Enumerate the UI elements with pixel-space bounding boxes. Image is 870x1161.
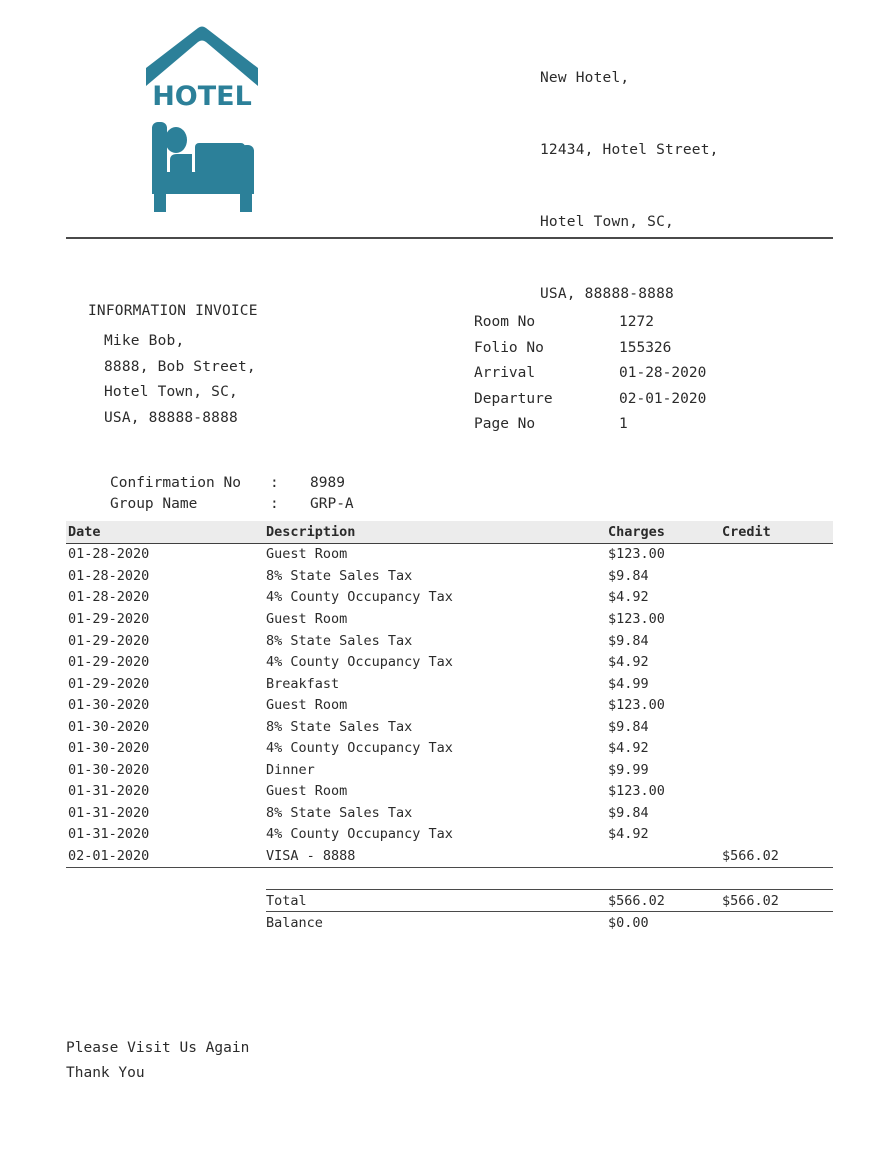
cell-date: 02-01-2020 [68, 847, 150, 864]
column-header-credit: Credit [722, 523, 771, 540]
footer-message [66, 1036, 249, 1086]
summary-charges: $0.00 [608, 915, 649, 932]
table-row [66, 630, 833, 652]
table-row [66, 694, 833, 716]
cell-charges: $4.92 [608, 589, 649, 606]
cell-description: 8% State Sales Tax [266, 718, 413, 735]
reservation-label: Room No [474, 314, 536, 330]
table-row [66, 716, 833, 738]
reservation-row [474, 361, 706, 387]
reservation-details [474, 310, 706, 438]
cell-date: 01-30-2020 [68, 740, 150, 757]
table-row [66, 802, 833, 824]
header-divider [66, 237, 833, 239]
table-row [66, 781, 833, 803]
table-row [66, 759, 833, 781]
table-row [66, 565, 833, 587]
column-header-date: Date [68, 523, 101, 540]
roof-icon [146, 27, 258, 87]
confirmation-label: Group Name [110, 496, 198, 512]
reservation-row [474, 336, 706, 362]
hotel-address-line: 12434, Hotel Street, [540, 142, 719, 158]
guest-address-line: USA, 88888-8888 [104, 409, 238, 426]
cell-description: VISA - 8888 [266, 847, 356, 864]
reservation-value: 155326 [619, 339, 672, 356]
bed-icon [152, 122, 254, 212]
confirmation-row [110, 494, 354, 515]
cell-date: 01-28-2020 [68, 546, 150, 563]
table-row [66, 673, 833, 695]
guest-address-line: Mike Bob, [104, 333, 185, 349]
table-row [66, 608, 833, 630]
cell-charges: $123.00 [608, 697, 665, 714]
table-header-row [66, 521, 833, 544]
cell-charges: $9.99 [608, 761, 649, 778]
confirmation-label: Confirmation No [110, 475, 241, 491]
cell-charges: $4.92 [608, 826, 649, 843]
confirmation-block [110, 473, 354, 515]
cell-description: 4% County Occupancy Tax [266, 740, 453, 757]
reservation-label: Departure [474, 390, 553, 407]
table-row [66, 824, 833, 846]
column-header-charges: Charges [608, 523, 665, 540]
cell-charges: $4.92 [608, 740, 649, 757]
guest-address-line: 8888, Bob Street, [104, 358, 256, 375]
cell-date: 01-28-2020 [68, 589, 150, 606]
reservation-value: 1 [619, 416, 628, 432]
cell-description: 4% County Occupancy Tax [266, 826, 453, 843]
cell-date: 01-31-2020 [68, 783, 150, 800]
cell-charges: $4.99 [608, 675, 649, 692]
cell-description: Breakfast [266, 675, 340, 692]
cell-date: 01-30-2020 [68, 718, 150, 735]
cell-date: 01-29-2020 [68, 654, 150, 671]
cell-description: 8% State Sales Tax [266, 804, 413, 821]
table-row [66, 845, 833, 867]
cell-charges: $9.84 [608, 632, 649, 649]
reservation-value: 1272 [619, 314, 654, 330]
cell-date: 01-29-2020 [68, 632, 150, 649]
reservation-row [474, 310, 706, 336]
footer-line: Thank You [66, 1065, 145, 1081]
hotel-address [540, 18, 719, 354]
confirmation-value: 8989 [310, 475, 345, 491]
cell-date: 01-29-2020 [68, 675, 150, 692]
cell-description: Dinner [266, 761, 315, 778]
guest-address-line: Hotel Town, SC, [104, 384, 238, 400]
confirmation-separator: : [270, 475, 279, 491]
summary-label: Balance [266, 915, 323, 932]
reservation-row [474, 412, 706, 438]
page-title: INFORMATION INVOICE [88, 303, 258, 319]
cell-description: 4% County Occupancy Tax [266, 654, 453, 671]
cell-charges: $9.84 [608, 718, 649, 735]
summary-charges: $566.02 [608, 892, 665, 909]
cell-description: 8% State Sales Tax [266, 567, 413, 584]
hotel-address-line: Hotel Town, SC, [540, 214, 674, 230]
charges-table [66, 521, 833, 934]
table-row [66, 737, 833, 759]
cell-date: 01-31-2020 [68, 804, 150, 821]
cell-date: 01-30-2020 [68, 697, 150, 714]
table-spacer [66, 868, 833, 889]
cell-description: 4% County Occupancy Tax [266, 589, 453, 606]
table-row [66, 544, 833, 566]
cell-date: 01-28-2020 [68, 567, 150, 584]
cell-credit: $566.02 [722, 847, 779, 864]
reservation-value: 01-28-2020 [619, 365, 707, 381]
cell-charges: $9.84 [608, 804, 649, 821]
cell-charges: $123.00 [608, 546, 665, 563]
cell-date: 01-30-2020 [68, 761, 150, 778]
cell-charges: $123.00 [608, 783, 665, 800]
confirmation-row [110, 473, 354, 494]
cell-description: Guest Room [266, 697, 348, 714]
hotel-address-line: New Hotel, [540, 70, 630, 86]
cell-charges: $9.84 [608, 567, 649, 584]
cell-description: Guest Room [266, 783, 348, 800]
cell-description: Guest Room [266, 610, 348, 627]
summary-credit: $566.02 [722, 892, 779, 909]
cell-description: Guest Room [266, 546, 348, 563]
reservation-label: Page No [474, 416, 536, 432]
cell-charges: $123.00 [608, 610, 665, 627]
hotel-logo [140, 22, 290, 222]
reservation-label: Arrival [474, 365, 536, 381]
confirmation-separator: : [270, 496, 279, 512]
cell-charges: $4.92 [608, 654, 649, 671]
cell-date: 01-29-2020 [68, 610, 150, 627]
table-row [66, 651, 833, 673]
logo-wordmark: HOTEL [152, 81, 252, 112]
reservation-row [474, 387, 706, 413]
summary-section [266, 889, 833, 934]
footer-line: Please Visit Us Again [66, 1040, 250, 1056]
summary-row-balance [266, 912, 833, 934]
summary-row-total [266, 890, 833, 912]
hotel-address-line: USA, 88888-8888 [540, 286, 674, 302]
confirmation-value: GRP-A [310, 496, 354, 512]
guest-address [104, 329, 256, 431]
summary-label: Total [266, 892, 307, 909]
cell-date: 01-31-2020 [68, 826, 150, 843]
reservation-label: Folio No [474, 339, 544, 356]
column-header-description: Description [266, 523, 356, 540]
table-row [66, 587, 833, 609]
cell-description: 8% State Sales Tax [266, 632, 413, 649]
reservation-value: 02-01-2020 [619, 390, 707, 407]
